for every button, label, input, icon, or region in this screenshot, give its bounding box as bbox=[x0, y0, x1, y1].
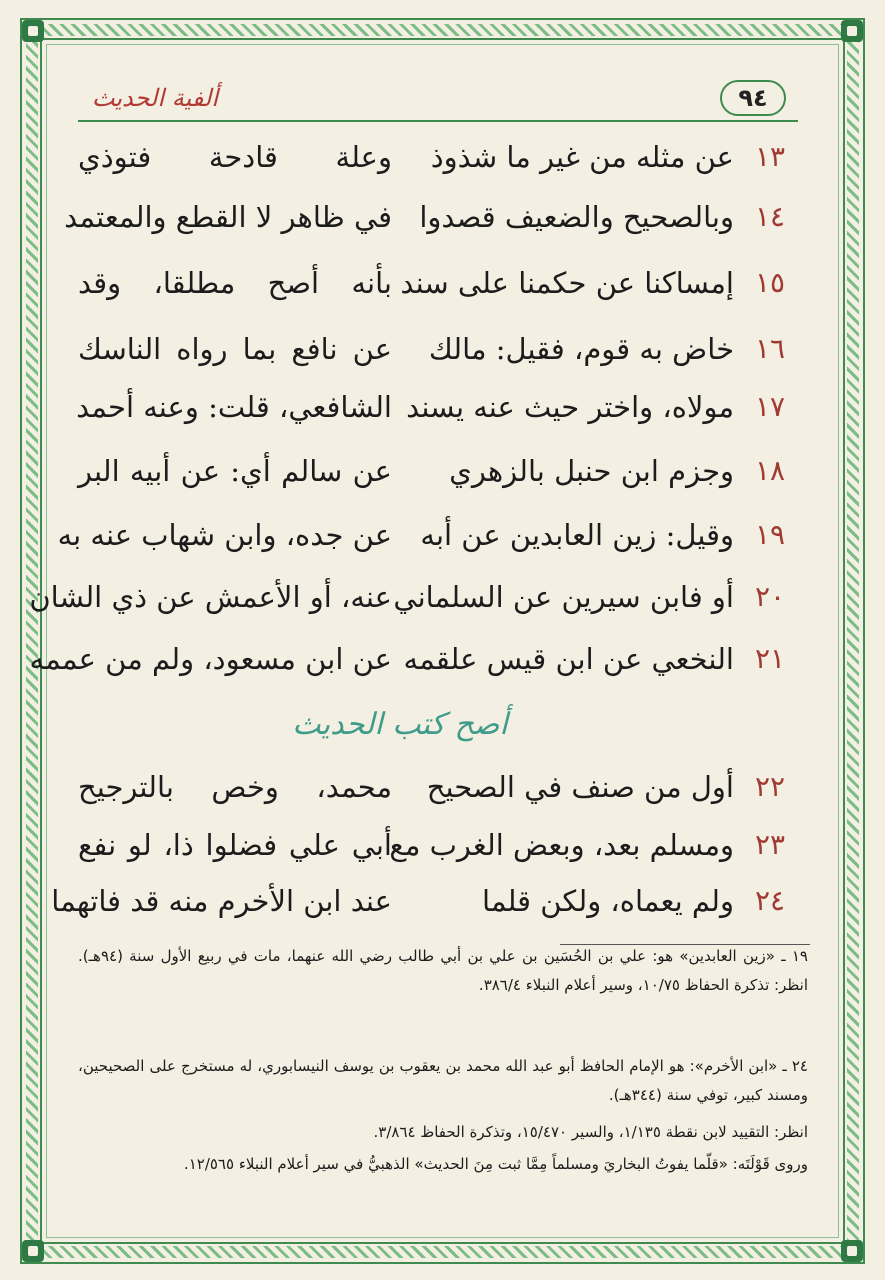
verse-row bbox=[29, 570, 798, 624]
corner-ornament-icon bbox=[841, 20, 863, 42]
verse-first-hemistich: ولم يعماه، ولكن قلما bbox=[481, 884, 734, 918]
verse-row bbox=[78, 444, 798, 498]
verse-number: ٢١ bbox=[754, 642, 786, 675]
verse-number: ١٤ bbox=[754, 200, 786, 233]
verse-second-hemistich: أبي علي فضلوا ذا، لو نفع bbox=[78, 828, 392, 862]
running-header-title: ألفية الحديث bbox=[91, 84, 218, 112]
verse-number: ١٦ bbox=[754, 332, 786, 365]
verse-number: ٢٤ bbox=[754, 884, 786, 917]
verse-second-hemistich: عن نافع بما رواه الناسك bbox=[78, 332, 392, 366]
footnote-19: ١٩ ـ «زين العابدين» هو: علي بن الحُسَين بن علي بن أبي طالب رضي الله عنهما، مات في ربيع الأول سنة (٩٤هـ). انظر: تذكرة الحفاظ ١٠/٧٥، وسير أعلام النبلاء ٣٨٦/٤. bbox=[78, 947, 808, 994]
verse-number: ١٥ bbox=[754, 266, 786, 299]
verse-row bbox=[78, 818, 798, 872]
footnote-24-quote: وروى قَوْلَتَه: «قلّما يفوتُ البخاريَ ومسلماً مِمَّا ثبت مِنَ الحديث» الذهبيُّ في سير أعلام النبلاء ١٢/٥٦٥. bbox=[183, 1155, 808, 1173]
verse-second-hemistich: محمد، وخص بالترجيح bbox=[78, 770, 392, 804]
verse-row bbox=[51, 874, 798, 928]
verse-number: ٢٣ bbox=[754, 828, 786, 861]
footnote-24: ٢٤ ـ «ابن الأخرم»: هو الإمام الحافظ أبو عبد الله محمد بن يعقوب بن يوسف النيسابوري، له مستخرج على الصحيحين، ومسند كبير، توفي سنة (٣٤٤هـ). bbox=[78, 1057, 808, 1104]
verse-row bbox=[29, 632, 798, 686]
verse-first-hemistich: النخعي عن ابن قيس علقمه bbox=[403, 642, 734, 676]
verse-number: ٢٢ bbox=[754, 770, 786, 803]
corner-ornament-icon bbox=[22, 1240, 44, 1262]
verse-row bbox=[78, 322, 798, 376]
footnote-24-references: انظر: التقييد لابن نقطة ١/١٣٥، والسير ١٥/٤٧٠، وتذكرة الحفاظ ٣/٨٦٤. bbox=[373, 1123, 808, 1141]
verse-number: ١٣ bbox=[754, 140, 786, 173]
verse-second-hemistich: عن ابن مسعود، ولم من عممه bbox=[29, 642, 392, 676]
verse-row bbox=[78, 130, 798, 184]
verse-row bbox=[78, 760, 798, 814]
verse-first-hemistich: وبالصحيح والضعيف قصدوا bbox=[419, 200, 734, 234]
header-rule bbox=[78, 120, 798, 122]
page-number: ٩٤ bbox=[720, 80, 786, 116]
verse-first-hemistich: وجزم ابن حنبل بالزهري bbox=[449, 454, 734, 488]
verse-first-hemistich: ومسلم بعد، وبعض الغرب مع bbox=[389, 828, 734, 862]
corner-ornament-icon bbox=[22, 20, 44, 42]
verse-first-hemistich: وقيل: زين العابدين عن أبه bbox=[420, 518, 734, 552]
verse-number: ١٧ bbox=[754, 390, 786, 423]
verse-second-hemistich: عند ابن الأخرم منه قد فاتهما bbox=[51, 884, 392, 918]
verse-second-hemistich: عنه، أو الأعمش عن ذي الشان bbox=[29, 580, 392, 614]
verse-row bbox=[64, 190, 798, 244]
verse-first-hemistich: عن مثله من غير ما شذوذ bbox=[430, 140, 734, 174]
verse-first-hemistich: أول من صنف في الصحيح bbox=[426, 770, 734, 804]
verse-second-hemistich: عن جده، وابن شهاب عنه به bbox=[57, 518, 392, 552]
verse-second-hemistich: بأنه أصح مطلقا، وقد bbox=[78, 266, 392, 300]
verse-second-hemistich: في ظاهر لا القطع والمعتمد bbox=[64, 200, 392, 234]
verse-first-hemistich: خاض به قوم، فقيل: مالك bbox=[428, 332, 734, 366]
verse-row bbox=[78, 380, 798, 434]
section-heading: أصح كتب الحديث bbox=[292, 707, 508, 742]
verse-number: ١٨ bbox=[754, 454, 786, 487]
verse-first-hemistich: إمساكنا عن حكمنا على سند bbox=[400, 266, 734, 300]
verse-number: ١٩ bbox=[754, 518, 786, 551]
verse-second-hemistich: وعلة قادحة فتوذي bbox=[78, 140, 392, 174]
verse-first-hemistich: مولاه، واختر حيث عنه يسند bbox=[406, 390, 734, 424]
verse-number: ٢٠ bbox=[754, 580, 786, 613]
verse-second-hemistich: الشافعي، قلت: وعنه أحمد bbox=[76, 390, 392, 424]
verse-second-hemistich: عن سالم أي: عن أبيه البر bbox=[78, 454, 392, 488]
verse-row bbox=[78, 256, 798, 310]
verse-row bbox=[57, 508, 798, 562]
verse-first-hemistich: أو فابن سيرين عن السلماني bbox=[393, 580, 734, 614]
corner-ornament-icon bbox=[841, 1240, 863, 1262]
